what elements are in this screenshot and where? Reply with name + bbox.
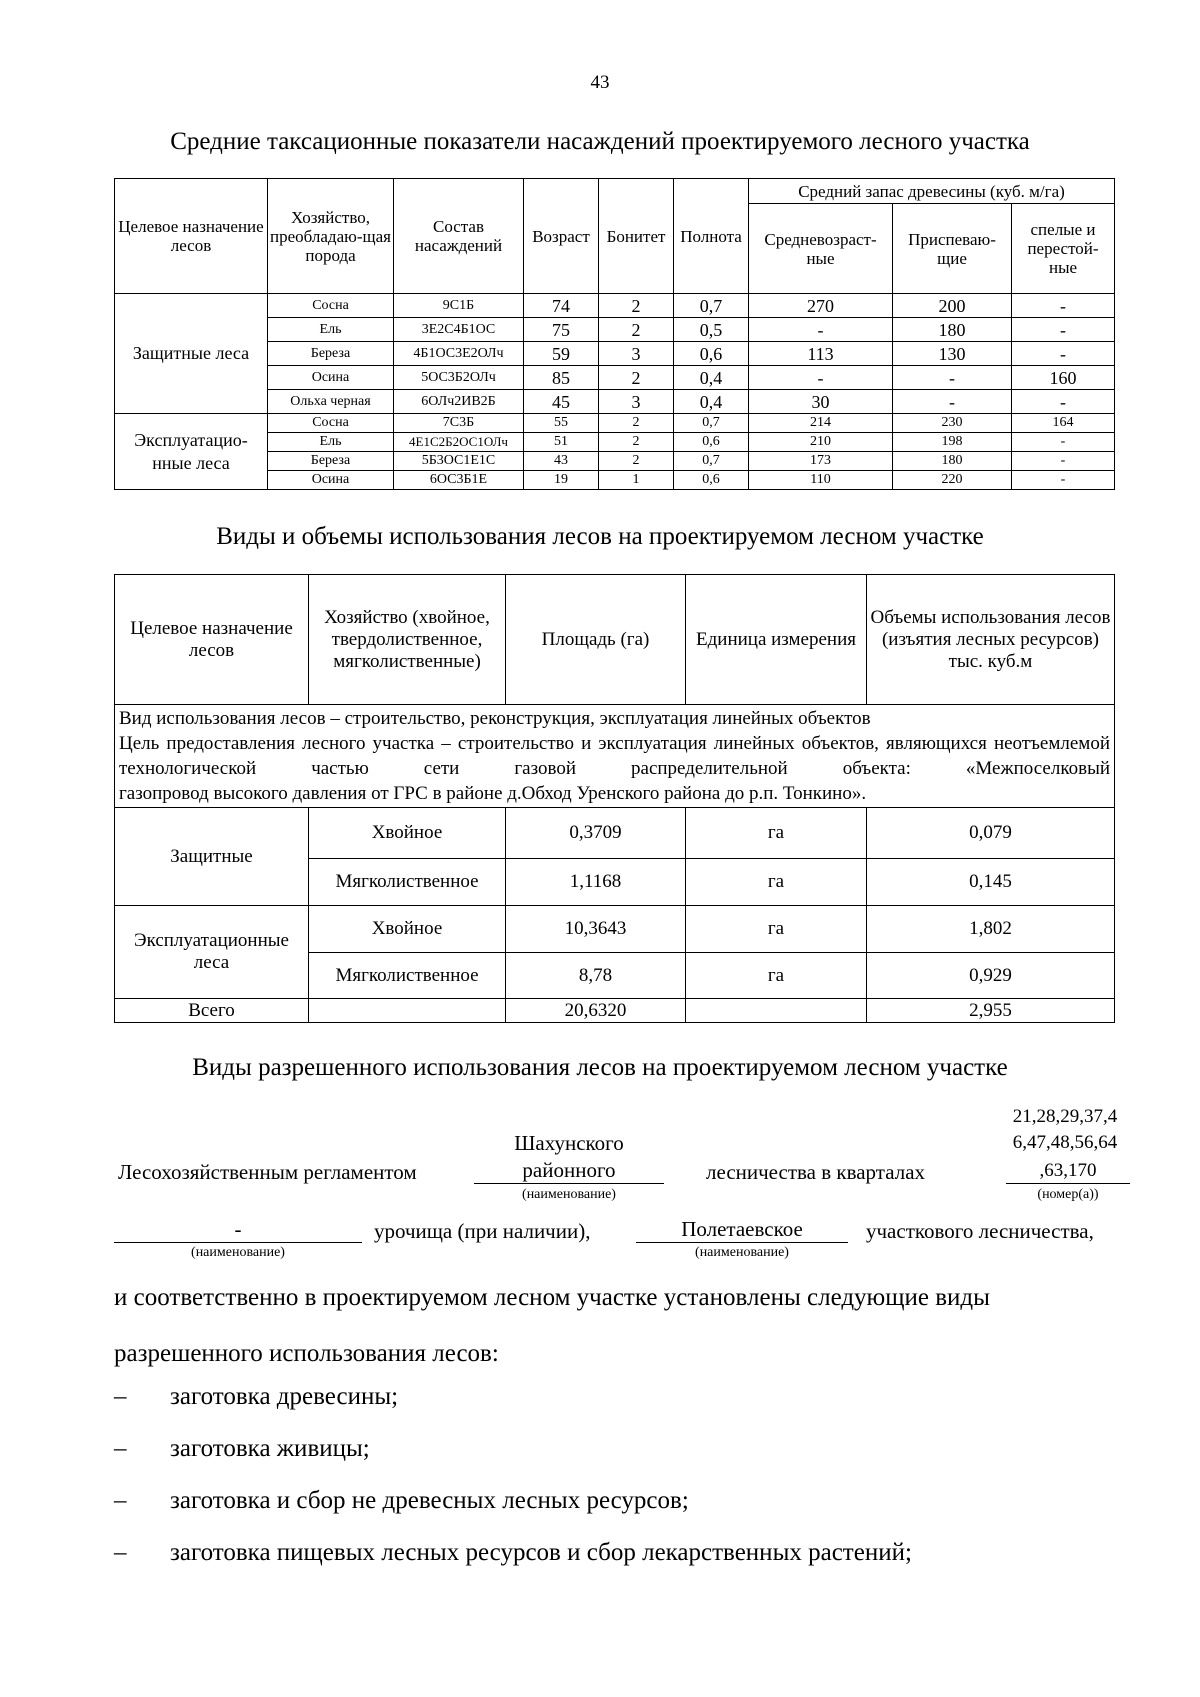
- list-item: [114, 1383, 398, 1411]
- age: 59: [524, 342, 599, 366]
- group-protective: Защитные: [115, 808, 309, 906]
- header-area: Площадь (га): [506, 575, 686, 705]
- area: 0,3709: [506, 808, 686, 859]
- middle-aged: 210: [749, 433, 893, 452]
- volume: 0,929: [867, 953, 1115, 999]
- tract-text: урочища (при наличии),: [374, 1219, 591, 1243]
- district-text: участкового лесничества,: [866, 1219, 1094, 1243]
- taxation-table: [114, 178, 1115, 490]
- forestry-name-caption: (наименование): [522, 1187, 616, 1202]
- page-number: 43: [590, 72, 610, 93]
- quarters-line2: 6,47,48,56,64: [1012, 1132, 1118, 1153]
- header-maturing: Приспеваю-щие: [893, 204, 1012, 294]
- density: 0,7: [674, 294, 749, 318]
- table-row-total: [115, 999, 1115, 1023]
- farm: Мягколиственное: [309, 953, 506, 999]
- regulation-label: Лесохозяйственным регламентом: [118, 1160, 417, 1184]
- section-title-permitted-uses: Виды разрешенного использования лесов на проектируемом лесном участке: [192, 1054, 1008, 1081]
- group-exploitation: Эксплуатацио-нные леса: [115, 414, 268, 490]
- middle-aged: -: [749, 366, 893, 390]
- density: 0,6: [674, 433, 749, 452]
- area: 10,3643: [506, 906, 686, 953]
- quarters-caption: (номер(а)): [1037, 1187, 1099, 1202]
- district-name: Полетаевское: [636, 1217, 848, 1243]
- species: Ель: [268, 318, 394, 342]
- district-caption: (наименование): [695, 1245, 789, 1260]
- table-row: [115, 294, 1115, 318]
- header-farm: Хозяйство (хвойное, твердолиственное, мягколиственные): [309, 575, 506, 705]
- header-unit: Единица измерения: [686, 575, 867, 705]
- total-area: 20,6320: [506, 999, 686, 1023]
- density: 0,4: [674, 390, 749, 414]
- maturing: 198: [893, 433, 1012, 452]
- header-purpose: Целевое назначение лесов: [115, 575, 309, 705]
- species: Сосна: [268, 414, 394, 433]
- middle-aged: 173: [749, 452, 893, 471]
- header-stock-group: Средний запас древесины (куб. м/га): [749, 179, 1115, 204]
- table-row: [115, 414, 1115, 433]
- farm: Хвойное: [309, 808, 506, 859]
- mature: -: [1012, 452, 1115, 471]
- density: 0,4: [674, 366, 749, 390]
- density: 0,5: [674, 318, 749, 342]
- maturing: 180: [893, 452, 1012, 471]
- usage-note-line: газопровод высокого давления от ГРС в районе д.Обход Уренского района до р.п. Тонкино».: [119, 783, 867, 804]
- total-empty: [686, 999, 867, 1023]
- species: Сосна: [268, 294, 394, 318]
- list-item-text: заготовка древесины;: [170, 1383, 399, 1410]
- tract-caption: (наименование): [191, 1245, 285, 1260]
- mature: -: [1012, 294, 1115, 318]
- age: 51: [524, 433, 599, 452]
- composition: 4Б1ОС3Е2ОЛч: [394, 342, 524, 366]
- maturing: 180: [893, 318, 1012, 342]
- unit: га: [686, 953, 867, 999]
- table-row: [115, 906, 1115, 953]
- species: Береза: [268, 342, 394, 366]
- total-label: Всего: [115, 999, 309, 1023]
- bonitet: 2: [599, 294, 674, 318]
- composition: 3Е2С4Б1ОС: [394, 318, 524, 342]
- header-composition: Состав насаждений: [394, 179, 524, 294]
- header-volume: Объемы использования лесов (изъятия лесных ресурсов) тыс. куб.м: [867, 575, 1115, 705]
- group-protective: Защитные леса: [115, 294, 268, 414]
- age: 55: [524, 414, 599, 433]
- age: 74: [524, 294, 599, 318]
- maturing: 200: [893, 294, 1012, 318]
- group-exploitation: Эксплуатационные леса: [115, 906, 309, 999]
- permitted-uses-paragraph: и соответственно в проектируемом лесном участке установлены следующие виды разрешенного использования лесов:: [114, 1284, 990, 1367]
- section-title-usage-volumes: Виды и объемы использования лесов на проектируемом лесном участке: [216, 523, 984, 550]
- mature: -: [1012, 342, 1115, 366]
- forestry-text: лесничества в кварталах: [706, 1160, 926, 1184]
- header-purpose: Целевое назначение лесов: [115, 179, 268, 294]
- mature: -: [1012, 318, 1115, 342]
- middle-aged: 113: [749, 342, 893, 366]
- table-row: [115, 808, 1115, 859]
- mature: -: [1012, 471, 1115, 490]
- list-item: [114, 1539, 912, 1567]
- maturing: -: [893, 390, 1012, 414]
- age: 85: [524, 366, 599, 390]
- composition: 6ОС3Б1Е: [394, 471, 524, 490]
- density: 0,6: [674, 342, 749, 366]
- species: Ольха черная: [268, 390, 394, 414]
- list-dash: –: [114, 1435, 127, 1462]
- header-density: Полнота: [674, 179, 749, 294]
- middle-aged: 110: [749, 471, 893, 490]
- forestry-name-line1: Шахунского: [514, 1131, 624, 1155]
- volume: 1,802: [867, 906, 1115, 953]
- bonitet: 2: [599, 452, 674, 471]
- unit: га: [686, 859, 867, 906]
- quarters-line1: 21,28,29,37,4: [1012, 1106, 1118, 1127]
- unit: га: [686, 906, 867, 953]
- bonitet: 1: [599, 471, 674, 490]
- bonitet: 2: [599, 318, 674, 342]
- volume: 0,079: [867, 808, 1115, 859]
- list-dash: –: [114, 1383, 127, 1410]
- usage-note: [115, 705, 1115, 808]
- usage-note-line: Цель предоставления лесного участка – строительство и эксплуатация линейных объектов, являющихся неотъемлемой технологической частью сети газовой распределительной объекта: «Межпоселковый: [119, 733, 1110, 779]
- mature: -: [1012, 390, 1115, 414]
- forestry-name-line2: районного: [474, 1158, 664, 1184]
- area: 8,78: [506, 953, 686, 999]
- composition: 4Е1С2Б2ОС1ОЛч: [394, 433, 524, 452]
- species: Осина: [268, 366, 394, 390]
- age: 45: [524, 390, 599, 414]
- density: 0,7: [674, 452, 749, 471]
- bonitet: 2: [599, 366, 674, 390]
- middle-aged: 270: [749, 294, 893, 318]
- quarters-line3: ,63,170: [1006, 1158, 1130, 1184]
- list-item: [114, 1435, 370, 1463]
- bonitet: 2: [599, 433, 674, 452]
- composition: 9С1Б: [394, 294, 524, 318]
- tract-name: -: [114, 1217, 362, 1243]
- bonitet: 3: [599, 390, 674, 414]
- middle-aged: 214: [749, 414, 893, 433]
- species: Осина: [268, 471, 394, 490]
- header-middle-aged: Средневозраст-ные: [749, 204, 893, 294]
- unit: га: [686, 808, 867, 859]
- usage-volumes-table: [114, 574, 1115, 1023]
- composition: 7С3Б: [394, 414, 524, 433]
- mature: -: [1012, 433, 1115, 452]
- total-empty: [309, 999, 506, 1023]
- usage-note-line: Вид использования лесов – строительство, реконструкция, эксплуатация линейных объектов: [119, 708, 871, 729]
- density: 0,6: [674, 471, 749, 490]
- composition: 5Б3ОС1Е1С: [394, 452, 524, 471]
- composition: 6ОЛч2ИВ2Б: [394, 390, 524, 414]
- total-volume: 2,955: [867, 999, 1115, 1023]
- farm: Мягколиственное: [309, 859, 506, 906]
- maturing: 220: [893, 471, 1012, 490]
- bonitet: 2: [599, 414, 674, 433]
- header-mature: спелые и перестой-ные: [1012, 204, 1115, 294]
- maturing: 230: [893, 414, 1012, 433]
- species: Береза: [268, 452, 394, 471]
- list-item: [114, 1487, 689, 1515]
- density: 0,7: [674, 414, 749, 433]
- farm: Хвойное: [309, 906, 506, 953]
- age: 75: [524, 318, 599, 342]
- list-dash: –: [114, 1487, 127, 1514]
- middle-aged: 30: [749, 390, 893, 414]
- volume: 0,145: [867, 859, 1115, 906]
- list-item-text: заготовка и сбор не древесных лесных ресурсов;: [170, 1487, 689, 1514]
- age: 19: [524, 471, 599, 490]
- header-bonitet: Бонитет: [599, 179, 674, 294]
- mature: 164: [1012, 414, 1115, 433]
- section-title-taxation: Средние таксационные показатели насаждений проектируемого лесного участка: [170, 128, 1030, 155]
- list-item-text: заготовка пищевых лесных ресурсов и сбор лекарственных растений;: [170, 1539, 912, 1566]
- area: 1,1168: [506, 859, 686, 906]
- maturing: 130: [893, 342, 1012, 366]
- composition: 5ОС3Б2ОЛч: [394, 366, 524, 390]
- mature: 160: [1012, 366, 1115, 390]
- list-item-text: заготовка живицы;: [170, 1435, 370, 1462]
- bonitet: 3: [599, 342, 674, 366]
- header-farm: Хозяйство, преобладаю-щая порода: [268, 179, 394, 294]
- species: Ель: [268, 433, 394, 452]
- header-age: Возраст: [524, 179, 599, 294]
- age: 43: [524, 452, 599, 471]
- list-dash: –: [114, 1539, 127, 1566]
- middle-aged: -: [749, 318, 893, 342]
- maturing: -: [893, 366, 1012, 390]
